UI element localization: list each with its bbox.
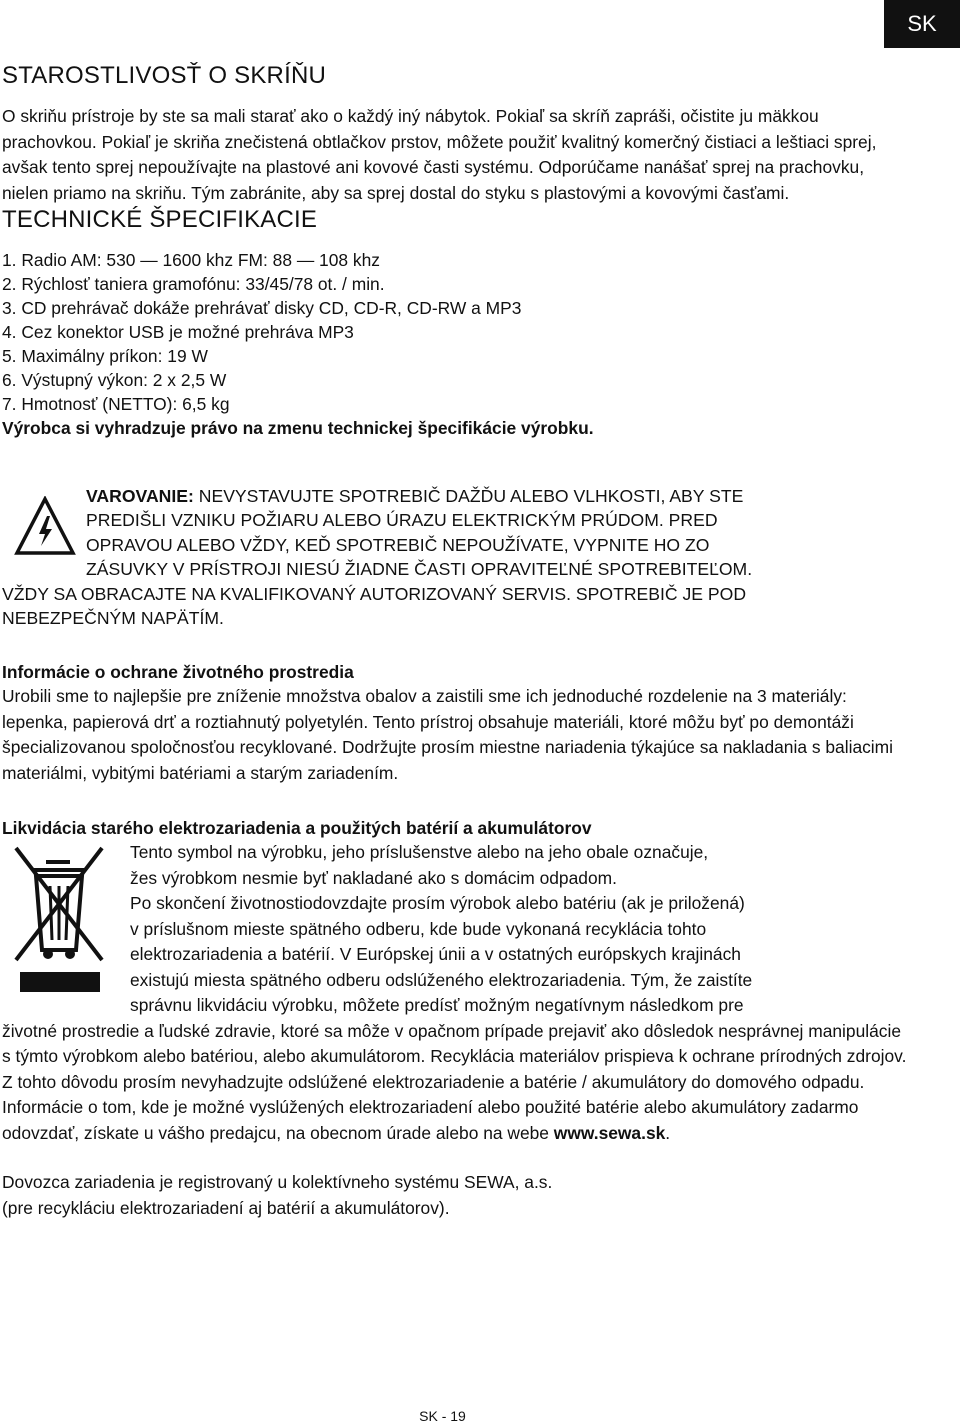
spec-item: 1. Radio AM: 530 — 1600 khz FM: 88 — 108 khz — [2, 250, 380, 270]
disposal-continued-text: životné prostredie a ľudské zdravie, ktoré sa môže v opačnom prípade prejaviť ako dôsledok nesprávnej manipulácie s týmto výrobkom alebo batériou, alebo akumulátorom. Recyklácia materiálov prispieva k ochrane prírodných zdrojov. Z tohto dôvodu prosím nevyhadzujte odslúžené elektrozariadenie a batérie / akumulátory do domového odpadu. — [2, 1020, 907, 1092]
sewa-link[interactable]: www.sewa.sk — [553, 1122, 666, 1143]
link-tail: . — [665, 1122, 671, 1143]
care-text: O skriňu prístroje by ste sa mali starať ako o každý iný nábytok. Pokiaľ sa skríň zapráši, očistite ju mäkkou prachovkou. Pokiaľ je skriňa znečistená obtlačkov prstov, môžete použiť kvalitný komerčný čistiaci a leštiaci sprej, avšak tento sprej nepoužívajte na plastové ani kovové časti systému. Odporúčame nanášať sprej na prachovku, nielen priamo na skriňu. Tým zabránite, aby sa sprej dostal do styku s plastovými a kovovými časťami. — [2, 106, 877, 203]
crossed-out-bin-icon — [12, 842, 108, 994]
warning-line-6: NEBEZPEČNÝM NAPÄTÍM. — [2, 608, 224, 629]
specs-note: Výrobca si vyhradzuje právo na zmenu technickej špecifikácie výrobku. — [2, 418, 594, 438]
page-content — [2, 62, 907, 1221]
registration-text-1: Dovozca zariadenia je registrovaný u kolektívneho systému SEWA, a.s. — [2, 1172, 553, 1193]
disposal-indented-line: v príslušnom mieste spätného odberu, kde bude vykonaná recyklácia tohto — [130, 918, 707, 939]
warning-line-1: NEVYSTAVUJTE SPOTREBIČ DAŽĎU ALEBO VLHKOSTI, ABY STE — [193, 486, 744, 506]
disposal-indented-line: elektrozariadenia a batérií. V Európskej únii a v ostatných európskych krajinách — [130, 944, 741, 965]
disposal-title: Likvidácia starého elektrozariadenia a použitých batérií a akumulátorov — [2, 818, 592, 839]
warning-label: VAROVANIE: — [86, 486, 194, 506]
specs-title: TECHNICKÉ ŠPECIFIKACIE — [2, 206, 318, 233]
warning-block — [2, 484, 907, 630]
disposal-indented-line: žes výrobkom nesmie byť nakladané ako s domácim odpadom. — [130, 867, 617, 888]
disposal-section — [2, 816, 907, 1221]
spec-item: 5. Maximálny príkon: 19 W — [2, 346, 208, 366]
spec-item: 4. Cez konektor USB je možné prehráva MP3 — [2, 322, 354, 342]
page-number: SK - 19 — [419, 1408, 466, 1424]
disposal-indented-line: Tento symbol na výrobku, jeho príslušenstve alebo na jeho obale označuje, — [130, 842, 709, 863]
registration-text-2: (pre recykláciu elektrozariadení aj batérií a akumulátorov). — [2, 1197, 450, 1218]
high-voltage-warning-icon — [14, 496, 76, 556]
care-title: STAROSTLIVOSŤ O SKRÍŇU — [2, 62, 327, 89]
disposal-indented-line: správnu likvidáciu výrobku, môžete predísť možným negatívnym následkom pre — [130, 995, 744, 1016]
language-tab: SK — [884, 0, 960, 48]
specs-list — [2, 248, 907, 416]
environment-section — [2, 660, 907, 786]
spec-item: 2. Rýchlosť taniera gramofónu: 33/45/78 ot. / min. — [2, 274, 385, 294]
spec-item: 3. CD prehrávač dokáže prehrávať disky CD, CD-R, CD-RW a MP3 — [2, 298, 522, 318]
warning-line — [2, 484, 907, 508]
warning-line-4: ZÁSUVKY V PRÍSTROJI NIESÚ ŽIADNE ČASTI OPRAVITEĽNÉ SPOTREBITEĽOM. — [86, 559, 753, 580]
disposal-indented-line: existujú miesta spätného odberu odslúženého elektrozariadenia. Tým, že zaistíte — [130, 969, 753, 990]
spec-item: 6. Výstupný výkon: 2 x 2,5 W — [2, 370, 227, 390]
environment-text: Urobili sme to najlepšie pre zníženie množstva obalov a zaistili sme ich jednoduché rozdelenie na 3 materiály: lepenka, papierová drť a roztiahnutý polyetylén. Tento prístroj obsahuje materiáli, ktoré môžu byť po demontáži špecializovanou spoločnosťou recyklované. Dodržujte prosím miestne nariadenia týkajúce sa nakladania s baliacimi materiálmi, vybitými batériami a starým zariadením. — [2, 686, 894, 783]
warning-line-5: VŽDY SA OBRACAJTE NA KVALIFIKOVANÝ AUTORIZOVANÝ SERVIS. SPOTREBIČ JE POD — [2, 583, 747, 604]
warning-line-2: PREDIŠLI VZNIKU POŽIARU ALEBO ÚRAZU ELEKTRICKÝM PRÚDOM. PRED — [86, 510, 718, 531]
disposal-info-text — [2, 1095, 907, 1146]
spec-item: 7. Hmotnosť (NETTO): 6,5 kg — [2, 394, 230, 414]
disposal-indented-line: Po skončení životnostiodovzdajte prosím výrobok alebo batériu (ak je priložená) — [130, 893, 745, 914]
warning-line-3: OPRAVOU ALEBO VŽDY, KEĎ SPOTREBIČ NEPOUŽÍVATE, VYPNITE HO ZO — [86, 534, 710, 555]
environment-title: Informácie o ochrane životného prostredia — [2, 662, 354, 683]
disposal-info: Informácie o tom, kde je možné vyslúžených elektrozariadení alebo použité batérie alebo akumulátory zadarmo odovzdať, získate u vášho predajcu, na obecnom úrade alebo na webe — [2, 1097, 859, 1143]
